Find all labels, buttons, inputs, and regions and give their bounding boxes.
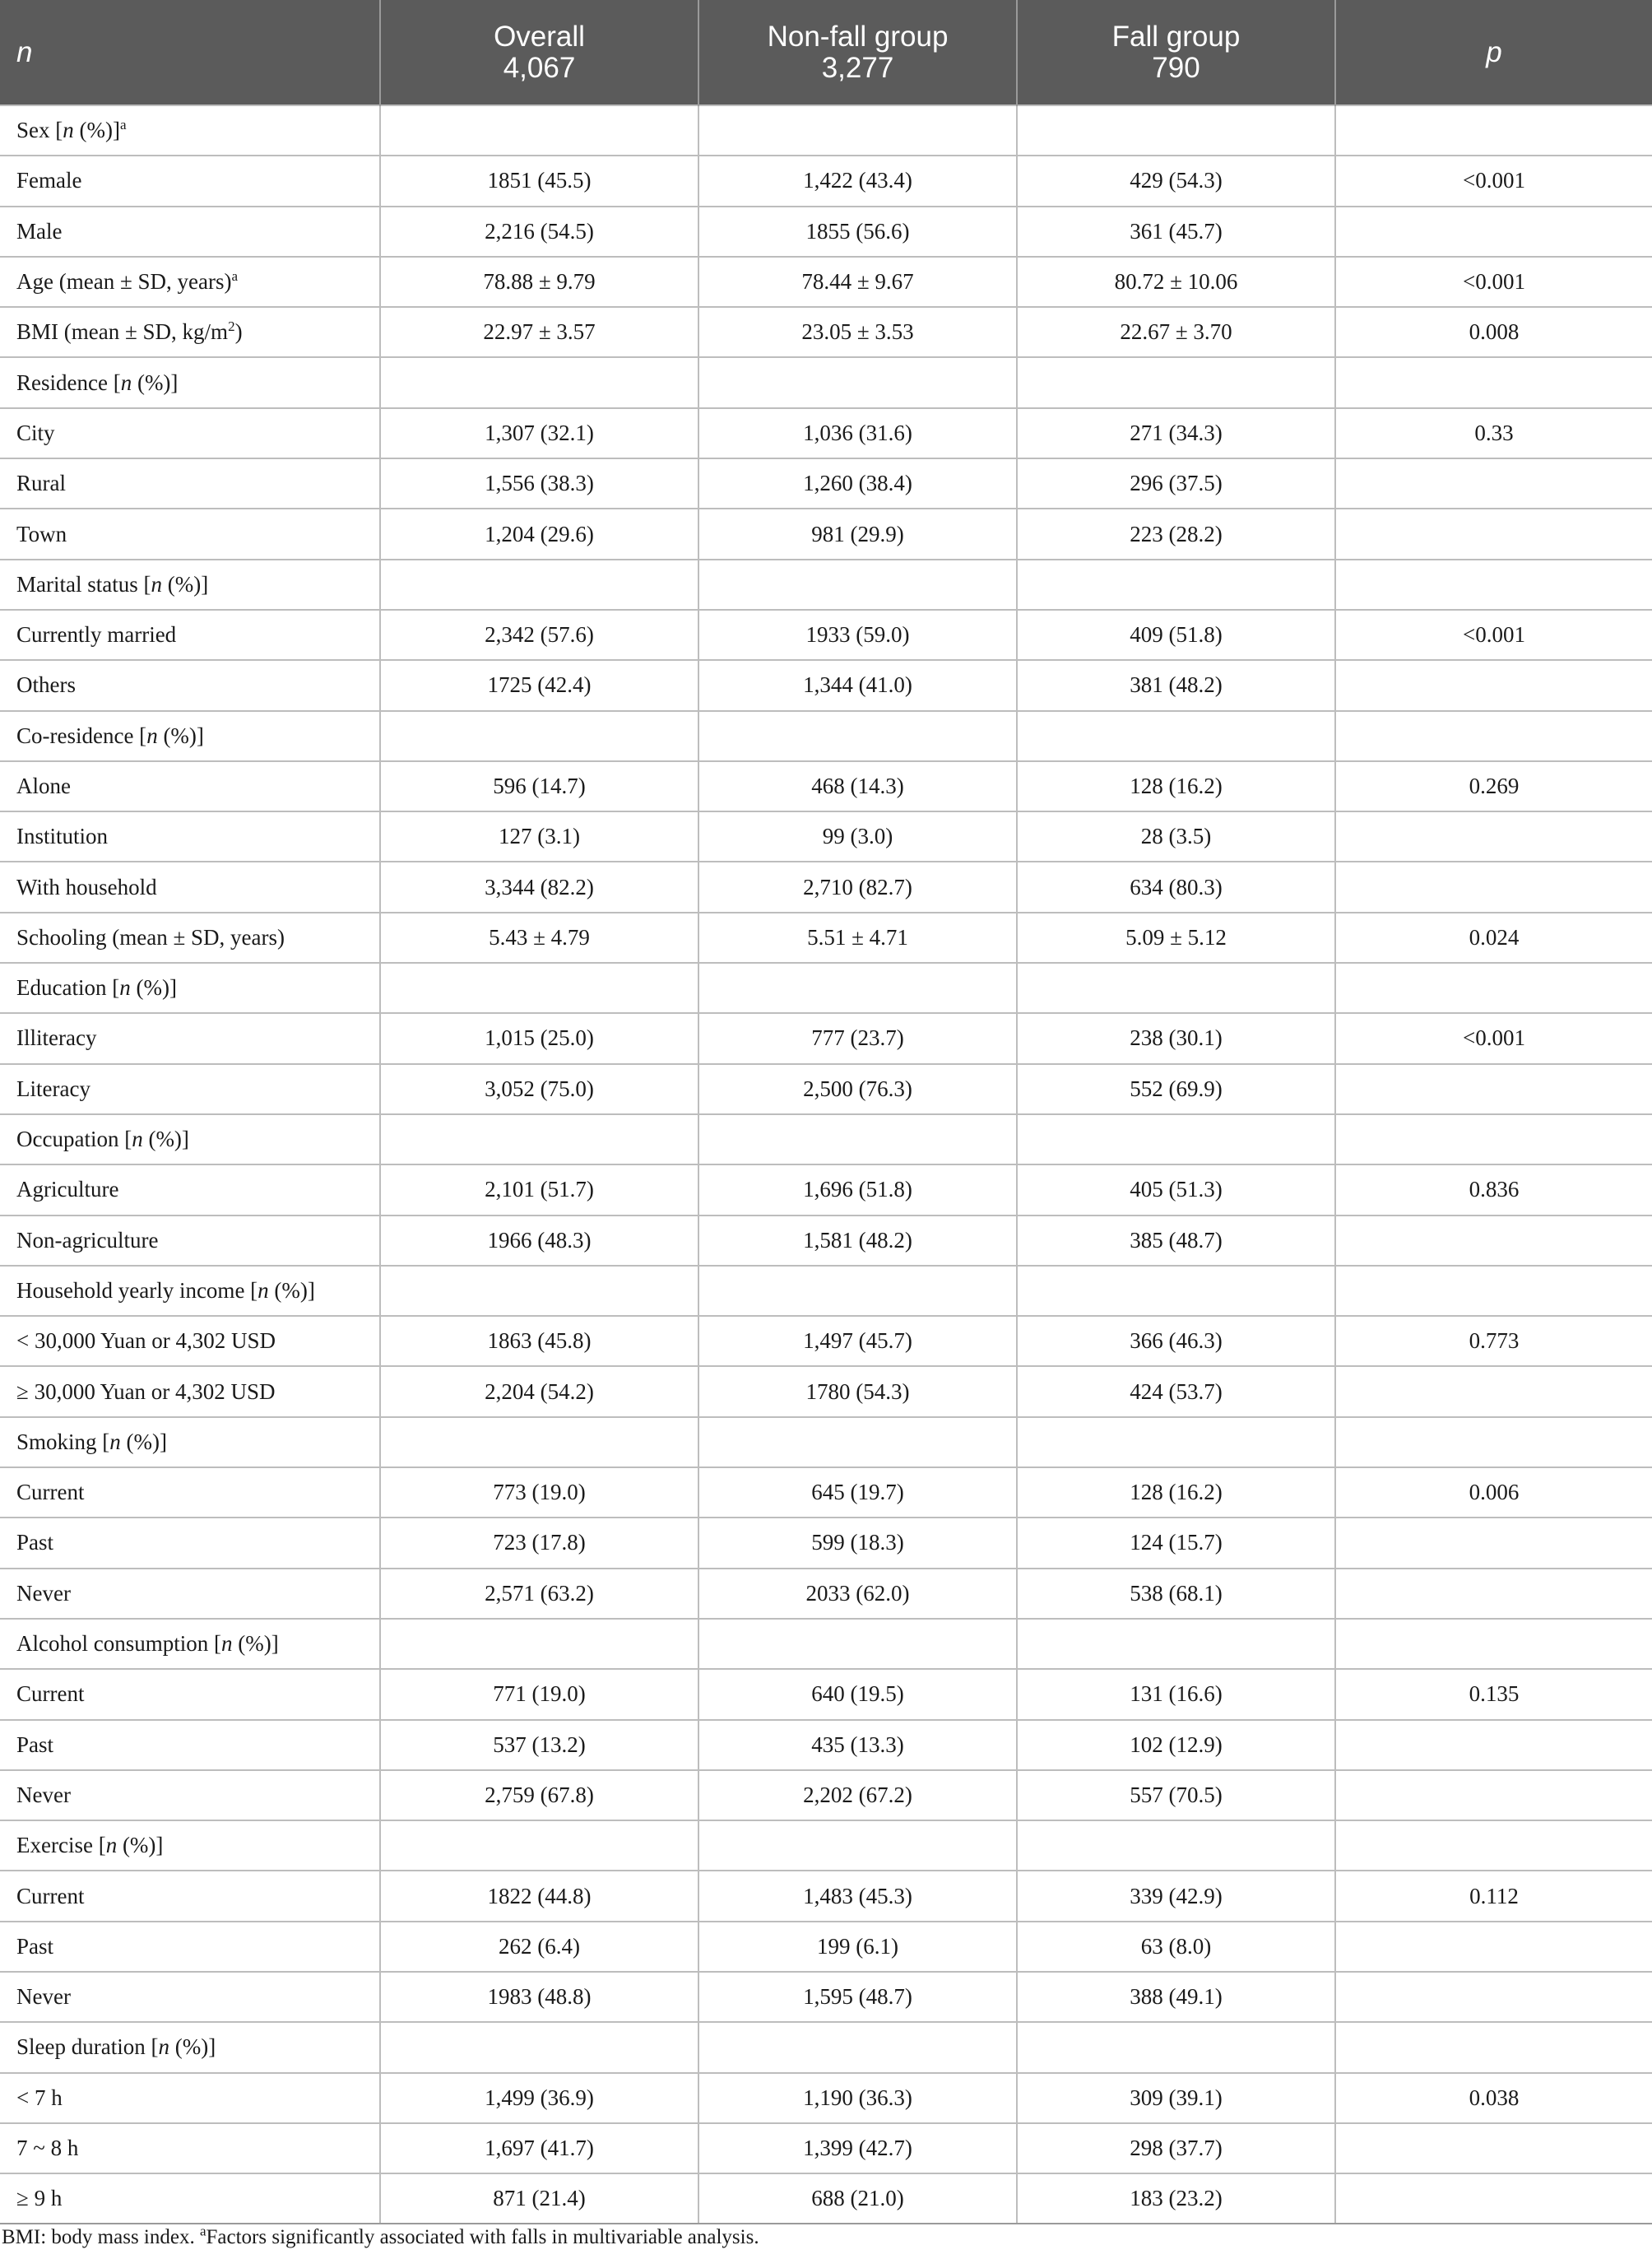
cell-p-value: <0.001 <box>1335 156 1652 206</box>
cell-overall: 2,759 (67.8) <box>380 1770 698 1820</box>
cell-p-value: 0.135 <box>1335 1669 1652 1719</box>
cell-p-value <box>1335 862 1652 912</box>
cell-non-fall <box>698 357 1017 407</box>
table-row <box>0 1972 1652 2022</box>
cell-fall <box>1017 105 1335 156</box>
cell-non-fall: 688 (21.0) <box>698 2173 1017 2224</box>
cell-non-fall: 1,344 (41.0) <box>698 660 1017 710</box>
cell-overall: 78.88 ± 9.79 <box>380 257 698 307</box>
cell-non-fall <box>698 1619 1017 1669</box>
table-row <box>0 963 1652 1013</box>
cell-fall: 124 (15.7) <box>1017 1518 1335 1568</box>
cell-overall <box>380 963 698 1013</box>
cell-overall: 2,342 (57.6) <box>380 610 698 660</box>
row-label: City <box>0 408 380 458</box>
cell-fall <box>1017 2022 1335 2072</box>
cell-overall <box>380 1820 698 1871</box>
cell-p-value <box>1335 660 1652 710</box>
cell-overall: 1,499 (36.9) <box>380 2073 698 2123</box>
row-label: Institution <box>0 811 380 862</box>
cell-fall <box>1017 357 1335 407</box>
row-label: Never <box>0 1770 380 1820</box>
cell-fall <box>1017 1114 1335 1164</box>
cell-fall <box>1017 1820 1335 1871</box>
cell-non-fall <box>698 1417 1017 1467</box>
row-label: Literacy <box>0 1064 380 1114</box>
cell-p-value: 0.024 <box>1335 913 1652 963</box>
cell-fall: 28 (3.5) <box>1017 811 1335 862</box>
cell-fall: 298 (37.7) <box>1017 2123 1335 2173</box>
cell-non-fall: 468 (14.3) <box>698 761 1017 811</box>
cell-fall: 22.67 ± 3.70 <box>1017 307 1335 357</box>
cell-p-value <box>1335 1619 1652 1669</box>
row-label: Schooling (mean ± SD, years) <box>0 913 380 963</box>
cell-non-fall: 2,710 (82.7) <box>698 862 1017 912</box>
row-label: Smoking [n (%)] <box>0 1417 380 1467</box>
cell-non-fall: 199 (6.1) <box>698 1922 1017 1972</box>
header-p-value: p <box>1486 35 1502 68</box>
cell-p-value <box>1335 1922 1652 1972</box>
cell-p-value <box>1335 1215 1652 1266</box>
table-row <box>0 509 1652 559</box>
cell-fall: 271 (34.3) <box>1017 408 1335 458</box>
cell-p-value <box>1335 1366 1652 1416</box>
table-row <box>0 1820 1652 1871</box>
table-row <box>0 1417 1652 1467</box>
cell-non-fall: 1,422 (43.4) <box>698 156 1017 206</box>
row-label: Current <box>0 1669 380 1719</box>
row-label: Currently married <box>0 610 380 660</box>
cell-non-fall: 640 (19.5) <box>698 1669 1017 1719</box>
table-row <box>0 761 1652 811</box>
row-label: Never <box>0 1972 380 2022</box>
cell-overall <box>380 1266 698 1316</box>
cell-non-fall: 1,483 (45.3) <box>698 1871 1017 1921</box>
cell-non-fall: 599 (18.3) <box>698 1518 1017 1568</box>
cell-fall: 102 (12.9) <box>1017 1720 1335 1770</box>
cell-fall: 429 (54.3) <box>1017 156 1335 206</box>
cell-overall <box>380 1417 698 1467</box>
cell-non-fall: 777 (23.7) <box>698 1013 1017 1063</box>
row-label: Sex [n (%)]$^a$ <box>0 105 380 156</box>
cell-fall: 63 (8.0) <box>1017 1922 1335 1972</box>
row-label: Past <box>0 1922 380 1972</box>
cell-non-fall: 78.44 ± 9.67 <box>698 257 1017 307</box>
cell-fall <box>1017 1619 1335 1669</box>
cell-p-value: 0.33 <box>1335 408 1652 458</box>
row-label: Past <box>0 1720 380 1770</box>
table-row <box>0 1871 1652 1921</box>
cell-fall: 128 (16.2) <box>1017 761 1335 811</box>
cell-overall: 3,344 (82.2) <box>380 862 698 912</box>
cell-overall <box>380 1114 698 1164</box>
cell-overall: 2,204 (54.2) <box>380 1366 698 1416</box>
table-row <box>0 1569 1652 1619</box>
table-row <box>0 811 1652 862</box>
cell-p-value: 0.006 <box>1335 1467 1652 1518</box>
cell-non-fall <box>698 105 1017 156</box>
table-row <box>0 560 1652 610</box>
cell-non-fall: 23.05 ± 3.53 <box>698 307 1017 357</box>
table-row <box>0 1164 1652 1215</box>
row-label: ≥ 30,000 Yuan or 4,302 USD <box>0 1366 380 1416</box>
cell-p-value <box>1335 2123 1652 2173</box>
cell-non-fall: 2,500 (76.3) <box>698 1064 1017 1114</box>
cell-overall: 127 (3.1) <box>380 811 698 862</box>
cell-non-fall: 2033 (62.0) <box>698 1569 1017 1619</box>
cell-non-fall: 981 (29.9) <box>698 509 1017 559</box>
cell-p-value <box>1335 560 1652 610</box>
cell-p-value <box>1335 1064 1652 1114</box>
cell-non-fall: 1,036 (31.6) <box>698 408 1017 458</box>
table-row <box>0 257 1652 307</box>
header-fall-label: Fall group <box>1111 20 1241 53</box>
row-label: With household <box>0 862 380 912</box>
table-row <box>0 1215 1652 1266</box>
cell-p-value <box>1335 509 1652 559</box>
row-label: Occupation [n (%)] <box>0 1114 380 1164</box>
cell-overall <box>380 560 698 610</box>
cell-p-value: 0.008 <box>1335 307 1652 357</box>
cell-overall: 723 (17.8) <box>380 1518 698 1568</box>
cell-fall <box>1017 1417 1335 1467</box>
cell-p-value <box>1335 963 1652 1013</box>
table-row <box>0 207 1652 257</box>
cell-fall: 238 (30.1) <box>1017 1013 1335 1063</box>
cell-p-value <box>1335 207 1652 257</box>
table-row <box>0 2022 1652 2072</box>
table-row <box>0 2123 1652 2173</box>
row-label: Household yearly income [n (%)] <box>0 1266 380 1316</box>
table-row <box>0 660 1652 710</box>
cell-overall: 871 (21.4) <box>380 2173 698 2224</box>
cell-p-value <box>1335 1518 1652 1568</box>
table-row <box>0 1518 1652 1568</box>
cell-fall: 388 (49.1) <box>1017 1972 1335 2022</box>
cell-overall <box>380 711 698 761</box>
row-label: Agriculture <box>0 1164 380 1215</box>
row-label: Sleep duration [n (%)] <box>0 2022 380 2072</box>
row-label: Education [n (%)] <box>0 963 380 1013</box>
cell-non-fall: 1,696 (51.8) <box>698 1164 1017 1215</box>
cell-overall: 1,204 (29.6) <box>380 509 698 559</box>
cell-overall: 1966 (48.3) <box>380 1215 698 1266</box>
cell-p-value <box>1335 1569 1652 1619</box>
cell-non-fall <box>698 1266 1017 1316</box>
row-label: Age (mean ± SD, years)$^a$ <box>0 257 380 307</box>
cell-overall: 773 (19.0) <box>380 1467 698 1518</box>
row-label: ≥ 9 h <box>0 2173 380 2224</box>
cell-non-fall: 435 (13.3) <box>698 1720 1017 1770</box>
header-overall-label: Overall <box>494 20 585 53</box>
cell-p-value <box>1335 357 1652 407</box>
row-label: BMI (mean ± SD, $kg/m^2$) <box>0 307 380 357</box>
table-row <box>0 862 1652 912</box>
header-non-fall-count: 3,277 <box>821 51 894 84</box>
cell-fall: 552 (69.9) <box>1017 1064 1335 1114</box>
cell-fall: 5.09 ± 5.12 <box>1017 913 1335 963</box>
row-label: Marital status [n (%)] <box>0 560 380 610</box>
header-overall-count: 4,067 <box>503 51 576 84</box>
row-label: Current <box>0 1467 380 1518</box>
header-non-fall-label: Non-fall group <box>767 20 949 53</box>
cell-p-value <box>1335 711 1652 761</box>
row-label: Illiteracy <box>0 1013 380 1063</box>
header-row <box>0 0 1652 105</box>
table-row <box>0 610 1652 660</box>
cell-non-fall <box>698 711 1017 761</box>
cell-fall: 128 (16.2) <box>1017 1467 1335 1518</box>
cell-overall: 1,697 (41.7) <box>380 2123 698 2173</box>
table-row <box>0 1064 1652 1114</box>
cell-p-value: 0.038 <box>1335 2073 1652 2123</box>
cell-non-fall: 645 (19.7) <box>698 1467 1017 1518</box>
table-header <box>0 0 1652 105</box>
row-label: Never <box>0 1569 380 1619</box>
table-row <box>0 307 1652 357</box>
cell-p-value: <0.001 <box>1335 610 1652 660</box>
cell-overall: 1725 (42.4) <box>380 660 698 710</box>
cell-overall: 771 (19.0) <box>380 1669 698 1719</box>
cell-p-value <box>1335 1820 1652 1871</box>
table-row <box>0 711 1652 761</box>
table-body <box>0 105 1652 2224</box>
row-label: Exercise [n (%)] <box>0 1820 380 1871</box>
cell-overall: 537 (13.2) <box>380 1720 698 1770</box>
header-fall <box>1017 0 1335 105</box>
cell-p-value <box>1335 1114 1652 1164</box>
cell-fall: 634 (80.3) <box>1017 862 1335 912</box>
row-label: Alcohol consumption [n (%)] <box>0 1619 380 1669</box>
cell-overall: 1822 (44.8) <box>380 1871 698 1921</box>
row-label: Rural <box>0 458 380 509</box>
cell-non-fall: 1,581 (48.2) <box>698 1215 1017 1266</box>
cell-fall: 385 (48.7) <box>1017 1215 1335 1266</box>
cell-overall: 2,101 (51.7) <box>380 1164 698 1215</box>
header-overall <box>380 0 698 105</box>
row-label: < 7 h <box>0 2073 380 2123</box>
cell-p-value <box>1335 458 1652 509</box>
table-row <box>0 105 1652 156</box>
cell-p-value <box>1335 1972 1652 2022</box>
cell-p-value <box>1335 1417 1652 1467</box>
table-row <box>0 2173 1652 2224</box>
cell-p-value <box>1335 105 1652 156</box>
row-label: Residence [n (%)] <box>0 357 380 407</box>
cell-p-value: <0.001 <box>1335 257 1652 307</box>
cell-fall <box>1017 1266 1335 1316</box>
row-label: Past <box>0 1518 380 1568</box>
row-label: < 30,000 Yuan or 4,302 USD <box>0 1316 380 1366</box>
cell-p-value <box>1335 811 1652 862</box>
cell-overall <box>380 105 698 156</box>
cell-non-fall: 99 (3.0) <box>698 811 1017 862</box>
header-non-fall <box>698 0 1017 105</box>
cell-fall: 409 (51.8) <box>1017 610 1335 660</box>
cell-p-value: 0.773 <box>1335 1316 1652 1366</box>
cell-overall: 262 (6.4) <box>380 1922 698 1972</box>
cell-non-fall: 1780 (54.3) <box>698 1366 1017 1416</box>
cell-fall: 538 (68.1) <box>1017 1569 1335 1619</box>
cell-fall: 296 (37.5) <box>1017 458 1335 509</box>
row-label: Non-agriculture <box>0 1215 380 1266</box>
cell-p-value <box>1335 1770 1652 1820</box>
table-row <box>0 1467 1652 1518</box>
table-row <box>0 1316 1652 1366</box>
row-label: Current <box>0 1871 380 1921</box>
row-label: Alone <box>0 761 380 811</box>
row-label: Female <box>0 156 380 206</box>
table-row <box>0 1013 1652 1063</box>
table-row <box>0 156 1652 206</box>
cell-overall: 1,307 (32.1) <box>380 408 698 458</box>
table-row <box>0 458 1652 509</box>
cell-non-fall: 1,595 (48.7) <box>698 1972 1017 2022</box>
cell-overall: 596 (14.7) <box>380 761 698 811</box>
cell-p-value: 0.836 <box>1335 1164 1652 1215</box>
cell-non-fall: 1933 (59.0) <box>698 610 1017 660</box>
cell-non-fall: 2,202 (67.2) <box>698 1770 1017 1820</box>
header-fall-count: 790 <box>1152 51 1200 84</box>
row-label: Male <box>0 207 380 257</box>
cell-p-value <box>1335 1266 1652 1316</box>
cell-overall: 1863 (45.8) <box>380 1316 698 1366</box>
cell-fall: 309 (39.1) <box>1017 2073 1335 2123</box>
cell-non-fall: 1,260 (38.4) <box>698 458 1017 509</box>
table-row <box>0 2073 1652 2123</box>
cell-fall <box>1017 711 1335 761</box>
row-label: Others <box>0 660 380 710</box>
cell-fall: 366 (46.3) <box>1017 1316 1335 1366</box>
cell-p-value <box>1335 2022 1652 2072</box>
cell-p-value <box>1335 1720 1652 1770</box>
cell-non-fall: 1,497 (45.7) <box>698 1316 1017 1366</box>
table-row <box>0 357 1652 407</box>
header-variable: n <box>0 0 380 105</box>
table-row <box>0 408 1652 458</box>
cell-fall: 424 (53.7) <box>1017 1366 1335 1416</box>
cell-non-fall <box>698 963 1017 1013</box>
cell-overall: 2,571 (63.2) <box>380 1569 698 1619</box>
cell-fall: 131 (16.6) <box>1017 1669 1335 1719</box>
cell-fall: 557 (70.5) <box>1017 1770 1335 1820</box>
cell-non-fall: 1,190 (36.3) <box>698 2073 1017 2123</box>
table-row <box>0 1366 1652 1416</box>
cell-overall: 3,052 (75.0) <box>380 1064 698 1114</box>
cell-fall <box>1017 963 1335 1013</box>
cell-non-fall: 1855 (56.6) <box>698 207 1017 257</box>
cell-fall: 223 (28.2) <box>1017 509 1335 559</box>
cell-p-value: 0.112 <box>1335 1871 1652 1921</box>
cell-non-fall <box>698 1820 1017 1871</box>
cell-p-value <box>1335 2173 1652 2224</box>
cell-non-fall: 5.51 ± 4.71 <box>698 913 1017 963</box>
cell-fall: 381 (48.2) <box>1017 660 1335 710</box>
cell-fall: 80.72 ± 10.06 <box>1017 257 1335 307</box>
table-row <box>0 1770 1652 1820</box>
row-label: Town <box>0 509 380 559</box>
table-row <box>0 1114 1652 1164</box>
cell-non-fall <box>698 1114 1017 1164</box>
cell-non-fall <box>698 560 1017 610</box>
cell-overall: 5.43 ± 4.79 <box>380 913 698 963</box>
table-row <box>0 1669 1652 1719</box>
cell-overall: 1851 (45.5) <box>380 156 698 206</box>
cell-non-fall: 1,399 (42.7) <box>698 2123 1017 2173</box>
table-row <box>0 1922 1652 1972</box>
cell-p-value: 0.269 <box>1335 761 1652 811</box>
cell-fall: 361 (45.7) <box>1017 207 1335 257</box>
table-row <box>0 1266 1652 1316</box>
table-row <box>0 1720 1652 1770</box>
table-row <box>0 1619 1652 1669</box>
cell-overall: 22.97 ± 3.57 <box>380 307 698 357</box>
cell-overall: 1983 (48.8) <box>380 1972 698 2022</box>
row-label: Co-residence [n (%)] <box>0 711 380 761</box>
cell-fall: 405 (51.3) <box>1017 1164 1335 1215</box>
cell-overall <box>380 2022 698 2072</box>
cell-overall <box>380 357 698 407</box>
cell-overall: 1,556 (38.3) <box>380 458 698 509</box>
cell-overall: 2,216 (54.5) <box>380 207 698 257</box>
table-row <box>0 913 1652 963</box>
cell-p-value: <0.001 <box>1335 1013 1652 1063</box>
cell-non-fall <box>698 2022 1017 2072</box>
cell-overall <box>380 1619 698 1669</box>
row-label: 7 ~ 8 h <box>0 2123 380 2173</box>
cell-fall: 183 (23.2) <box>1017 2173 1335 2224</box>
cell-fall: 339 (42.9) <box>1017 1871 1335 1921</box>
cell-overall: 1,015 (25.0) <box>380 1013 698 1063</box>
cell-fall <box>1017 560 1335 610</box>
table-footnote: BMI: body mass index. $^a$Factors significantly associated with falls in multivariable analysis. <box>2 2223 759 2248</box>
